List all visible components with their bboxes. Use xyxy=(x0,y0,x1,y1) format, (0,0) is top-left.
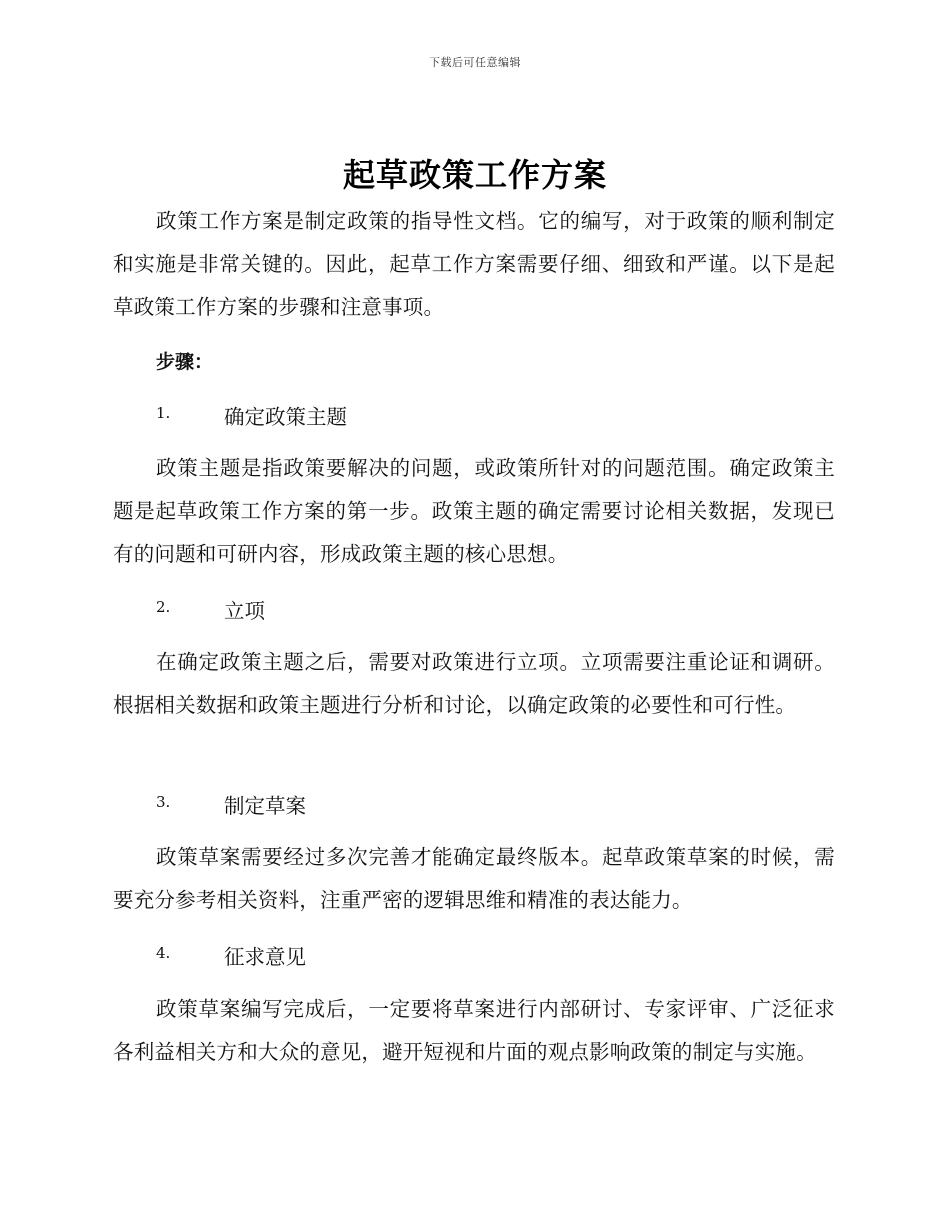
step-2-paragraph: 在确定政策主题之后，需要对政策进行立项。立项需要注重论证和调研。根据相关数据和政策主题进行分析和讨论，以确定政策的必要性和可行性。 xyxy=(113,650,835,717)
step-number: 2. xyxy=(156,598,171,616)
step-label: 征求意见 xyxy=(224,945,306,969)
document-title: 起草政策工作方案 xyxy=(342,156,607,194)
step-number: 1. xyxy=(156,404,171,422)
steps-heading: 步骤： xyxy=(156,351,214,373)
header-note: 下载后可任意编辑 xyxy=(429,56,521,69)
step-4-paragraph: 政策草案编写完成后，一定要将草案进行内部研讨、专家评审、广泛征求各利益相关方和大众的意见，避开短视和片面的观点影响政策的制定与实施。 xyxy=(113,997,835,1064)
step-label: 立项 xyxy=(224,599,265,623)
step-number: 4. xyxy=(156,944,171,962)
intro-paragraph: 政策工作方案是制定政策的指导性文档。它的编写，对于政策的顺利制定和实施是非常关键的。因此，起草工作方案需要仔细、细致和严谨。以下是起草政策工作方案的步骤和注意事项。 xyxy=(113,209,835,319)
step-number: 3. xyxy=(156,793,171,811)
step-label: 制定草案 xyxy=(224,794,306,818)
step-3-paragraph: 政策草案需要经过多次完善才能确定最终版本。起草政策草案的时候，需要充分参考相关资料，注重严密的逻辑思维和精准的表达能力。 xyxy=(113,845,835,912)
step-label: 确定政策主题 xyxy=(224,405,347,429)
step-1-paragraph: 政策主题是指政策要解决的问题，或政策所针对的问题范围。确定政策主题是起草政策工作方案的第一步。政策主题的确定需要讨论相关数据，发现已有的问题和可研内容，形成政策主题的核心思想。 xyxy=(113,456,835,566)
